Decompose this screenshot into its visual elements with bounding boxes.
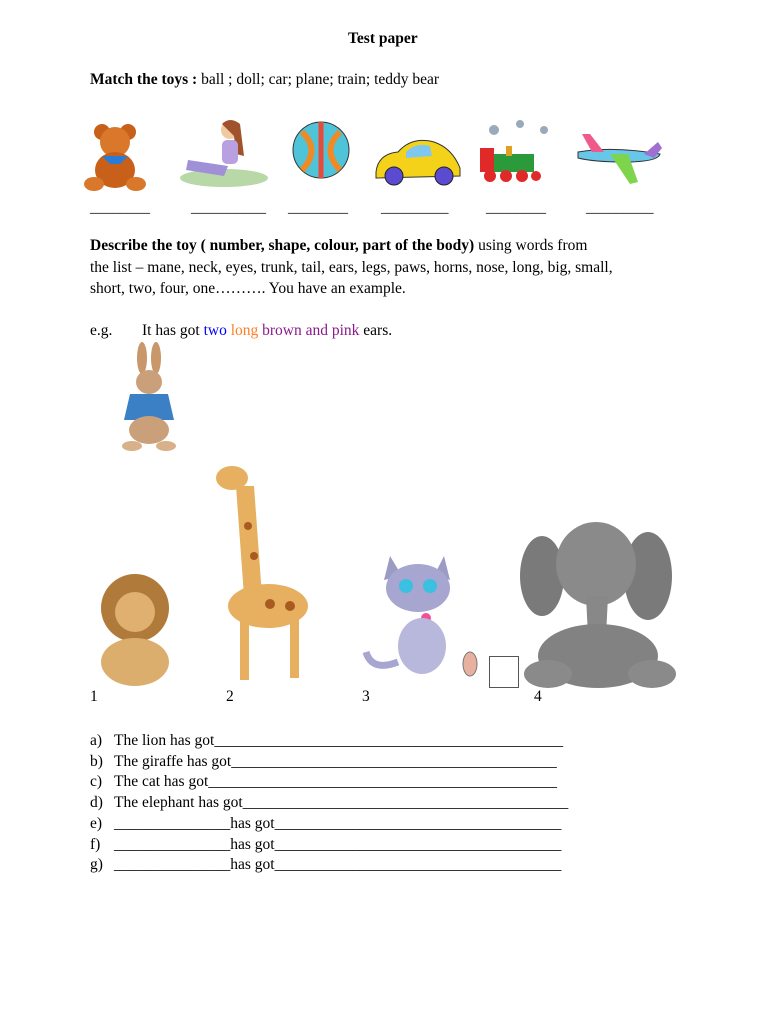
question-text: The lion has got xyxy=(114,732,215,749)
question-label: c) xyxy=(90,773,103,791)
question-label: g) xyxy=(90,856,103,874)
question-line xyxy=(90,856,561,874)
car-image xyxy=(372,134,464,188)
question-text: The cat has got xyxy=(114,773,209,791)
train-image xyxy=(474,120,548,186)
toy-blank[interactable]: _________ xyxy=(586,200,654,216)
small-toy-image xyxy=(460,648,480,678)
question-label: b) xyxy=(90,752,103,770)
describe-line-2: the list – mane, neck, eyes, trunk, tail, ears, legs, paws, horns, nose, long, big, small, xyxy=(90,259,613,276)
answer-line[interactable]: __________________________________________ xyxy=(242,794,569,812)
toy-blank[interactable]: _________ xyxy=(381,200,449,216)
question-text: The elephant has got xyxy=(114,794,243,812)
animal-number: 2 xyxy=(226,688,234,705)
toy-blank[interactable]: ________ xyxy=(288,200,348,216)
toy-blank[interactable]: ________ xyxy=(486,200,546,216)
describe-line-3: short, two, four, one………. You have an example. xyxy=(90,280,406,297)
example-number: two xyxy=(203,322,227,339)
elephant-image xyxy=(518,516,678,690)
question-label: f) xyxy=(90,835,101,853)
cat-image xyxy=(362,552,462,680)
answer-box[interactable] xyxy=(489,656,519,688)
describe-line-1 xyxy=(90,237,587,255)
answer-line[interactable]: _____________________________________ xyxy=(274,856,562,874)
question-text: _______________has got xyxy=(114,814,275,832)
answer-line[interactable]: _____________________________________ xyxy=(274,814,562,832)
giraffe-image xyxy=(210,456,318,688)
toy-blank[interactable]: ________ xyxy=(90,200,150,216)
describe-text: using words from xyxy=(474,237,588,254)
question-text: _______________has got xyxy=(114,835,275,853)
match-label: Match the toys : xyxy=(90,71,198,88)
lion-image xyxy=(92,570,178,688)
rabbit-image xyxy=(112,342,184,454)
doll-image xyxy=(178,116,270,188)
question-line xyxy=(90,815,561,833)
answer-line[interactable]: _____________________________________________ xyxy=(214,732,564,749)
animal-number: 3 xyxy=(362,688,370,705)
example-colour: brown and pink xyxy=(262,322,360,339)
example-end: ears. xyxy=(359,322,393,339)
example-start: It has got xyxy=(142,322,204,339)
question-line xyxy=(90,794,568,812)
question-line xyxy=(90,836,561,854)
ball-image xyxy=(292,118,352,184)
question-label: a) xyxy=(90,732,103,749)
answer-line[interactable]: __________________________________________ xyxy=(231,752,557,770)
describe-heading: Describe the toy ( number, shape, colour, part of the body) xyxy=(90,237,475,254)
animal-number: 4 xyxy=(534,688,542,705)
plane-image xyxy=(574,128,664,186)
teddy-bear-image xyxy=(80,118,152,194)
animal-number: 1 xyxy=(90,688,98,705)
question-line xyxy=(90,732,563,750)
question-text: The giraffe has got xyxy=(114,752,232,770)
match-list: ball ; doll; car; plane; train; teddy bear xyxy=(197,71,440,88)
page-title: Test paper xyxy=(348,30,418,47)
question-line xyxy=(90,753,557,771)
answer-line[interactable]: _____________________________________ xyxy=(274,835,562,853)
match-instruction xyxy=(90,71,439,89)
example-size: long xyxy=(230,322,259,339)
toy-blank[interactable]: __________ xyxy=(191,200,266,216)
example-sentence xyxy=(142,322,392,340)
question-line xyxy=(90,773,557,791)
example-prefix: e.g. xyxy=(90,322,113,339)
question-text: _______________has got xyxy=(114,856,275,874)
question-label: e) xyxy=(90,814,103,832)
answer-line[interactable]: _____________________________________________ xyxy=(208,773,558,791)
question-label: d) xyxy=(90,794,103,812)
